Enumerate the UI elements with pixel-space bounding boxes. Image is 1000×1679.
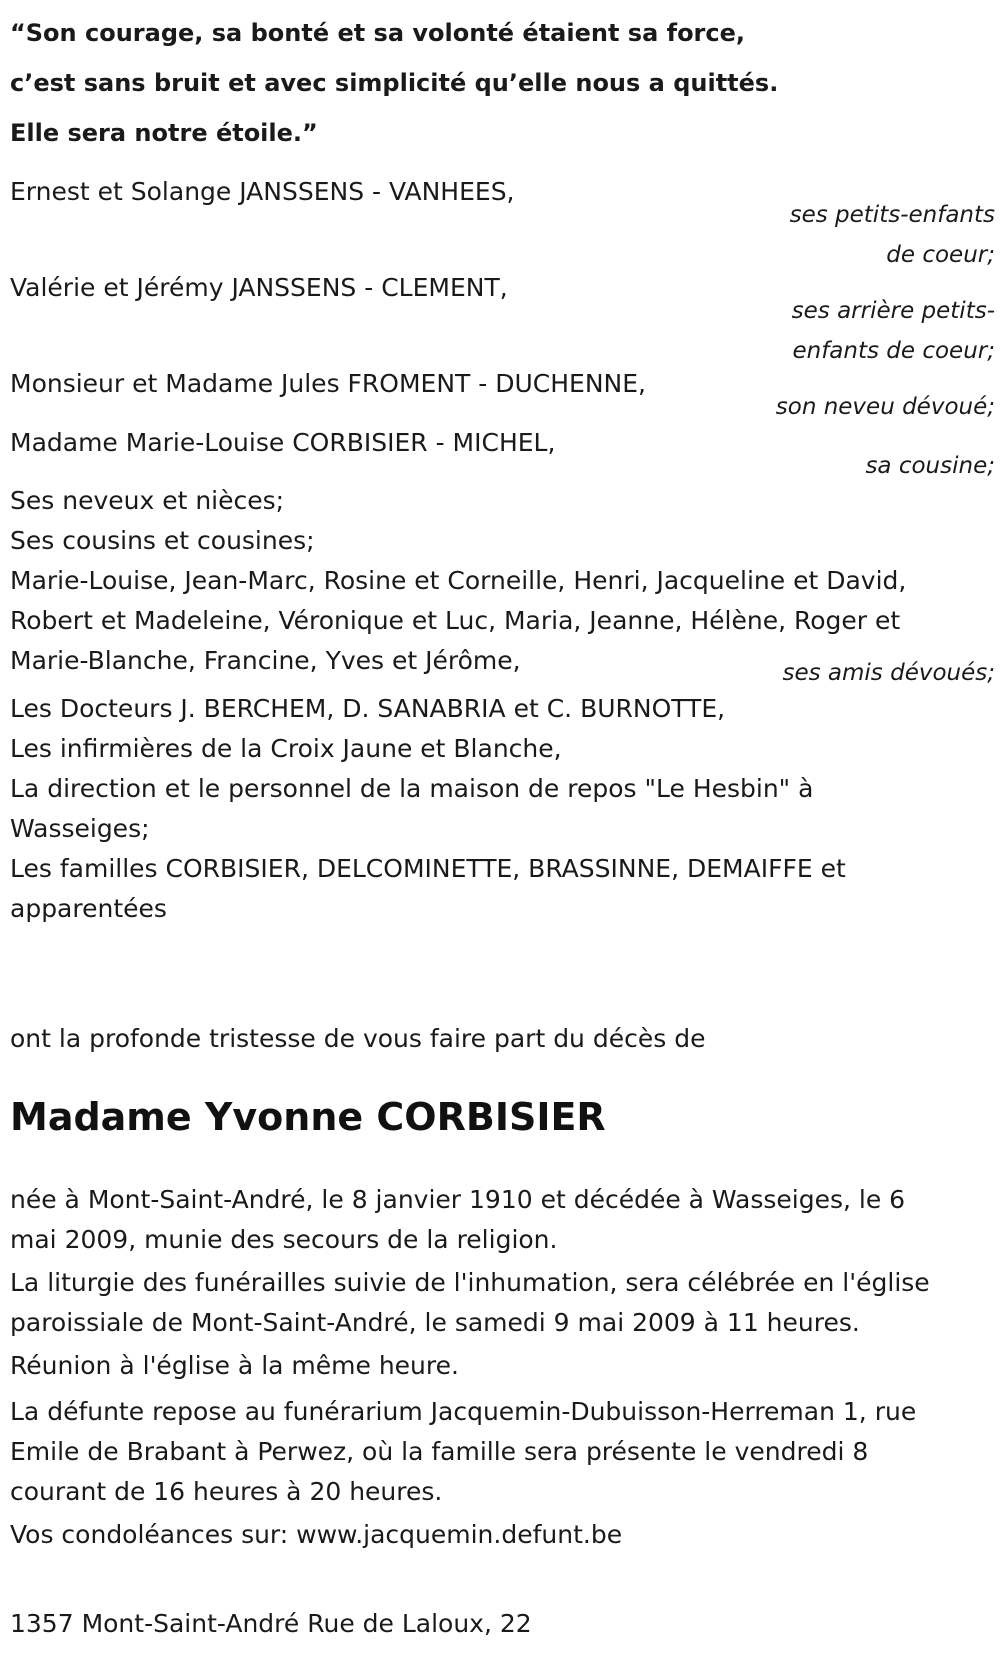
address [10,1604,995,1644]
others-line: Wasseiges; [10,814,150,843]
liturgy-paragraph [10,1263,995,1343]
mourner-role [790,195,995,275]
family-line: Marie-Blanche, Francine, Yves et Jérôme, [10,646,521,675]
others-line: Les Docteurs J. BERCHEM, D. SANABRIA et C. BURNOTTE, [10,694,726,723]
quote-line: “Son courage, sa bonté et sa volonté étaient sa force, [10,19,746,47]
others-line: Les infirmières de la Croix Jaune et Blanche, [10,734,562,763]
quote-line: c’est sans bruit et avec simplicité qu’elle nous a quittés. [10,69,779,97]
mourner-role-line: ses petits-enfants [789,202,995,228]
funeral-home-paragraph [10,1392,995,1512]
mourner-name: Monsieur et Madame Jules FROMENT - DUCHENNE, [10,369,646,398]
mourner-name: Madame Marie-Louise CORBISIER - MICHEL, [10,428,556,457]
mourner-role [792,291,995,371]
condolences-paragraph [10,1515,995,1555]
mourner-role: son neveu dévoué; [775,394,995,420]
mourner-role-line: enfants de coeur; [792,338,995,364]
friends-role: ses amis dévoués; [782,660,995,686]
family-line: Marie-Louise, Jean-Marc, Rosine et Corneille, Henri, Jacqueline et David, [10,566,907,595]
others-line: La direction et le personnel de la maison de repos "Le Hesbin" à [10,774,814,803]
mourner-name: Valérie et Jérémy JANSSENS - CLEMENT, [10,273,508,302]
reunion-paragraph [10,1346,995,1386]
condolences-text: Vos condoléances sur: www.jacquemin.defunt.be [10,1520,623,1549]
announcement-text: ont la profonde tristesse de vous faire part du décès de [10,1024,706,1053]
mourner-role-line: ses arrière petits- [791,298,995,324]
epitaph-quote [10,8,995,158]
mourner-role-line: de coeur; [886,242,995,268]
birth-death-paragraph [10,1180,995,1260]
paragraph-line: La défunte repose au funérarium Jacquemin-Dubuisson-Herreman 1, rue [10,1397,917,1426]
address-text: 1357 Mont-Saint-André Rue de Laloux, 22 [10,1609,532,1638]
family-line: Robert et Madeleine, Véronique et Luc, Maria, Jeanne, Hélène, Roger et [10,606,901,635]
quote-line: Elle sera notre étoile.” [10,119,318,147]
paragraph-line: mai 2009, munie des secours de la religion. [10,1225,558,1254]
paragraph-line: courant de 16 heures à 20 heures. [10,1477,443,1506]
family-line: Ses cousins et cousines; [10,526,315,555]
family-list [10,481,995,681]
others-line: Les familles CORBISIER, DELCOMINETTE, BRASSINNE, DEMAIFFE et [10,854,846,883]
mourner-name: Ernest et Solange JANSSENS - VANHEES, [10,177,515,206]
deceased-name: Madame Yvonne CORBISIER [10,1095,606,1139]
paragraph-line: née à Mont-Saint-André, le 8 janvier 1910 et décédée à Wasseiges, le 6 [10,1185,906,1214]
announcement [10,1019,995,1059]
paragraph-line: Réunion à l'église à la même heure. [10,1351,459,1380]
mourner-role: sa cousine; [865,453,995,479]
paragraph-line: Emile de Brabant à Perwez, où la famille sera présente le vendredi 8 [10,1437,869,1466]
paragraph-line: La liturgie des funérailles suivie de l'inhumation, sera célébrée en l'église [10,1268,930,1297]
paragraph-line: paroissiale de Mont-Saint-André, le samedi 9 mai 2009 à 11 heures. [10,1308,860,1337]
others-line: apparentées [10,894,167,923]
others-list [10,689,995,929]
family-line: Ses neveux et nièces; [10,486,285,515]
